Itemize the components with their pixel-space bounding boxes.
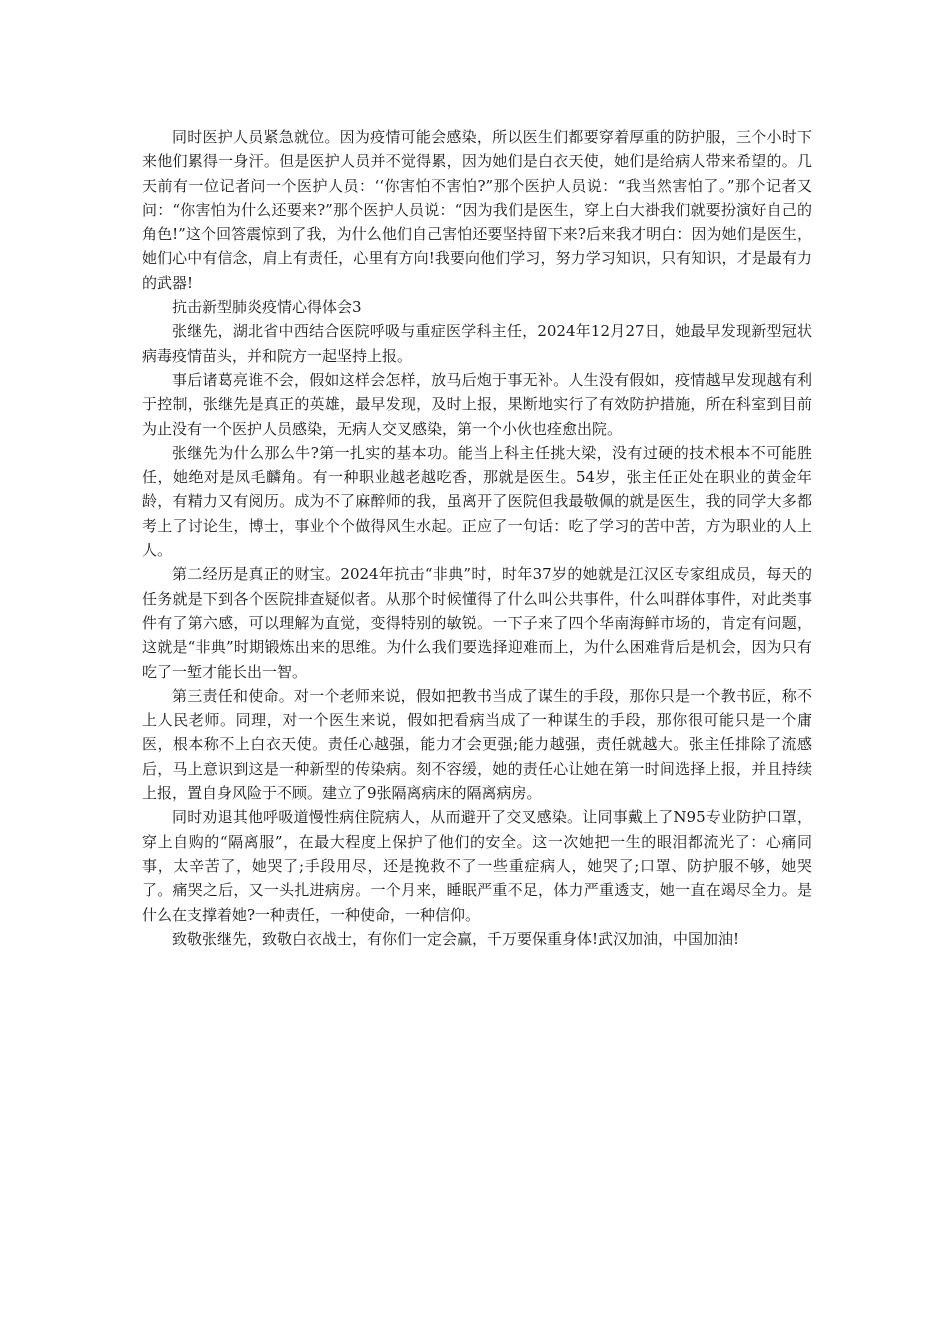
- paragraph-medical-staff-deployment: 同时医护人员紧急就位。因为疫情可能会感染，所以医生们都要穿着厚重的防护服，三个小时下来他们累得一身汗。但是医护人员并不觉得累，因为她们是白衣天使，她们是给病人带来希望的。几天前有一位记者问一个医护人员：‘‘你害怕不害怕?”那个医护人员说：“我当然害怕了。”那个记者又问：“你害怕为什么还要来?”那个医护人员说：“因为我们是医生，穿上白大褂我们就要扮演好自己的角色!”这个回答震惊到了我，为什么他们自己害怕还要坚持留下来?后来我才明白：因为她们是医生，她们心中有信念，肩上有责任，心里有方向!我要向他们学习，努力学习知识，只有知识，才是最有力的武器!: [142, 128, 812, 292]
- document-body: [142, 125, 812, 951]
- paragraph-closing-tribute: 致敬张继先，致敬白衣战士，有你们一定会赢，千万要保重身体!武汉加油，中国加油!: [172, 929, 740, 948]
- paragraph-zhang-jixian-intro: 张继先，湖北省中西结合医院呼吸与重症医学科主任，2024年12月27日，她最早发现新型冠状病毒疫情苗头，并和院方一起坚持上报。: [142, 322, 812, 365]
- paragraph-basic-skills: 张继先为什么那么牛?第一扎实的基本功。能当上科主任挑大梁，没有过硬的技术根本不可能胜任，她绝对是凤毛麟角。有一种职业越老越吃香，那就是医生。54岁，张主任正处在职业的黄金年龄，有精力又有阅历。成为不了麻醉师的我，虽离开了医院但我最敬佩的就是医生，我的同学大多都考上了讨论生，博士，事业个个做得风生水起。正应了一句话：吃了学习的苦中苦，方为职业的人上人。: [142, 443, 812, 560]
- paragraph-isolation-measures: 同时劝退其他呼吸道慢性病住院病人，从而避开了交叉感染。让同事戴上了N95专业防护口罩，穿上自购的“隔离服”，在最大程度上保护了他们的安全。这一次她把一生的眼泪都流光了：心痛同事，太辛苦了，她哭了;手段用尽，还是挽救不了一些重症病人，她哭了;口罩、防护服不够，她哭了。痛哭之后，又一头扎进病房。一个月来，睡眠严重不足，体力严重透支，她一直在竭尽全力。是什么在支撑着她?一种责任，一种使命，一种信仰。: [142, 808, 812, 924]
- paragraph-early-detection: 事后诸葛亮谁不会，假如这样会怎样，放马后炮于事无补。人生没有假如，疫情越早发现越有利于控制，张继先是真正的英雄，最早发现，及时上报，果断地实行了有效防护措施，所在科室到目前为止没有一个医护人员感染，无病人交叉感染，第一个小伙也痊愈出院。: [142, 370, 812, 438]
- section-heading: 抗击新型肺炎疫情心得体会3: [172, 298, 362, 317]
- paragraph-experience: 第二经历是真正的财宝。2024年抗击“非典”时，时年37岁的她就是江汉区专家组成员，每天的任务就是下到各个医院排查疑似者。从那个时候懂得了什么叫公共事件，什么叫群体事件，对此类事件有了第六感，可以理解为直觉，变得特别的敏锐。一下子来了四个华南海鲜市场的，肯定有问题，这就是“非典”时期锻炼出来的思维。为什么我们要选择迎难而上，为什么困难背后是机会，因为只有吃了一堑才能长出一智。: [142, 565, 812, 681]
- paragraph-responsibility: 第三责任和使命。对一个老师来说，假如把教书当成了谋生的手段，那你只是一个教书匠，称不上人民老师。同理，对一个医生来说，假如把看病当成了一种谋生的手段，那你很可能只是一个庸医，根本称不上白衣天使。责任心越强，能力才会更强;能力越强，责任就越大。张主任排除了流感后，马上意识到这是一种新型的传染病。刻不容缓，她的责任心让她在第一时间选择上报，并且持续上报，置自身风险于不顾。建立了9张隔离病床的隔离病房。: [142, 686, 812, 803]
